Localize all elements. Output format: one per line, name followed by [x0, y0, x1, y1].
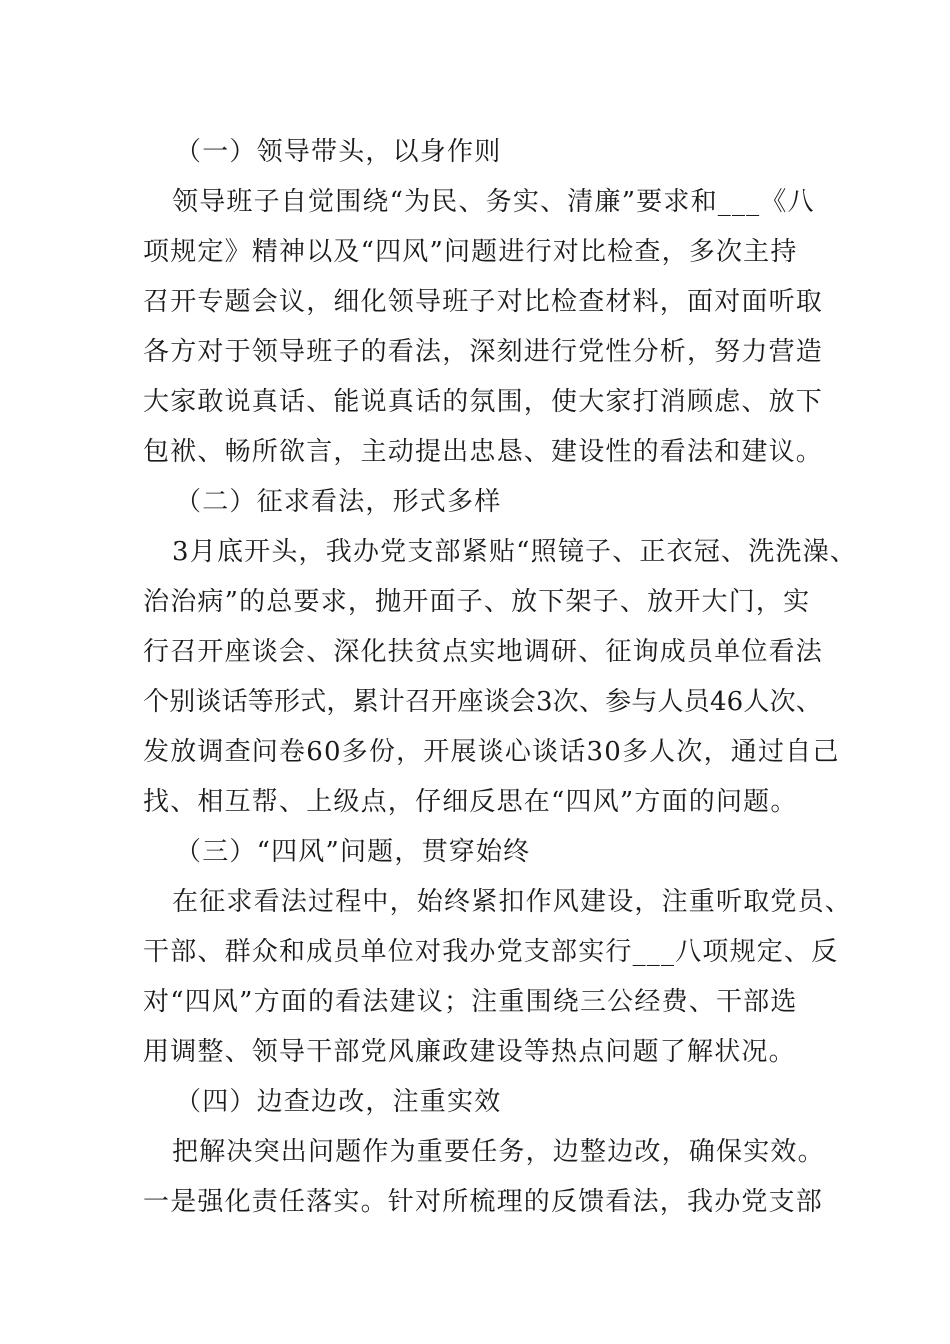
paragraph-line: 项规定》精神以及“四风”问题进行对比检查，多次主持	[143, 237, 798, 267]
paragraph-line: 找、相互帮、上级点，仔细反思在“四风”方面的问题。	[143, 787, 798, 817]
paragraph-line: 一是强化责任落实。针对所梳理的反馈看法，我办党支部	[143, 1187, 824, 1217]
paragraph-line: 各方对于领导班子的看法，深刻进行党性分析，努力营造	[143, 337, 824, 367]
paragraph-line: 把解决突出问题作为重要任务，边整边改，确保实效。	[172, 1137, 825, 1167]
paragraph-line: 个别谈话等形式，累计召开座谈会3次、参与人员46人次、	[143, 687, 823, 717]
paragraph-line: 行召开座谈会、深化扶贫点实地调研、征询成员单位看法	[143, 637, 824, 667]
paragraph-line: 3月底开头，我办党支部紧贴“照镜子、正衣冠、洗洗澡、	[172, 537, 858, 567]
paragraph-line: 用调整、领导干部党风廉政建设等热点问题了解状况。	[143, 1037, 796, 1067]
paragraph-line: 发放调查问卷60多份，开展谈心谈话30多人次，通过自己	[143, 737, 840, 767]
paragraph-line: 领导班子自觉围绕“为民、务实、清廉”要求和___《八	[172, 187, 815, 217]
paragraph-line: 大家敢说真话、能说真话的氛围，使大家打消顾虑、放下	[143, 387, 824, 417]
section-heading-2: （二）征求看法，形式多样	[175, 487, 502, 517]
paragraph-line: 治治病”的总要求，抛开面子、放下架子、放开大门，实	[143, 587, 811, 617]
paragraph-line: 召开专题会议，细化领导班子对比检查材料，面对面听取	[143, 287, 824, 317]
paragraph-line: 包袱、畅所欲言，主动提出忠恳、建设性的看法和建议。	[143, 437, 824, 467]
section-heading-3: （三）“四风”问题，贯穿始终	[175, 837, 531, 867]
section-heading-4: （四）边查边改，注重实效	[175, 1087, 502, 1117]
paragraph-line: 干部、群众和成员单位对我办党支部实行___八项规定、反	[143, 937, 839, 967]
section-heading-1: （一）领导带头，以身作则	[175, 137, 502, 167]
paragraph-line: 在征求看法过程中，始终紧扣作风建设，注重听取党员、	[172, 887, 853, 917]
paragraph-line: 对“四风”方面的看法建议；注重围绕三公经费、干部选	[143, 987, 798, 1017]
